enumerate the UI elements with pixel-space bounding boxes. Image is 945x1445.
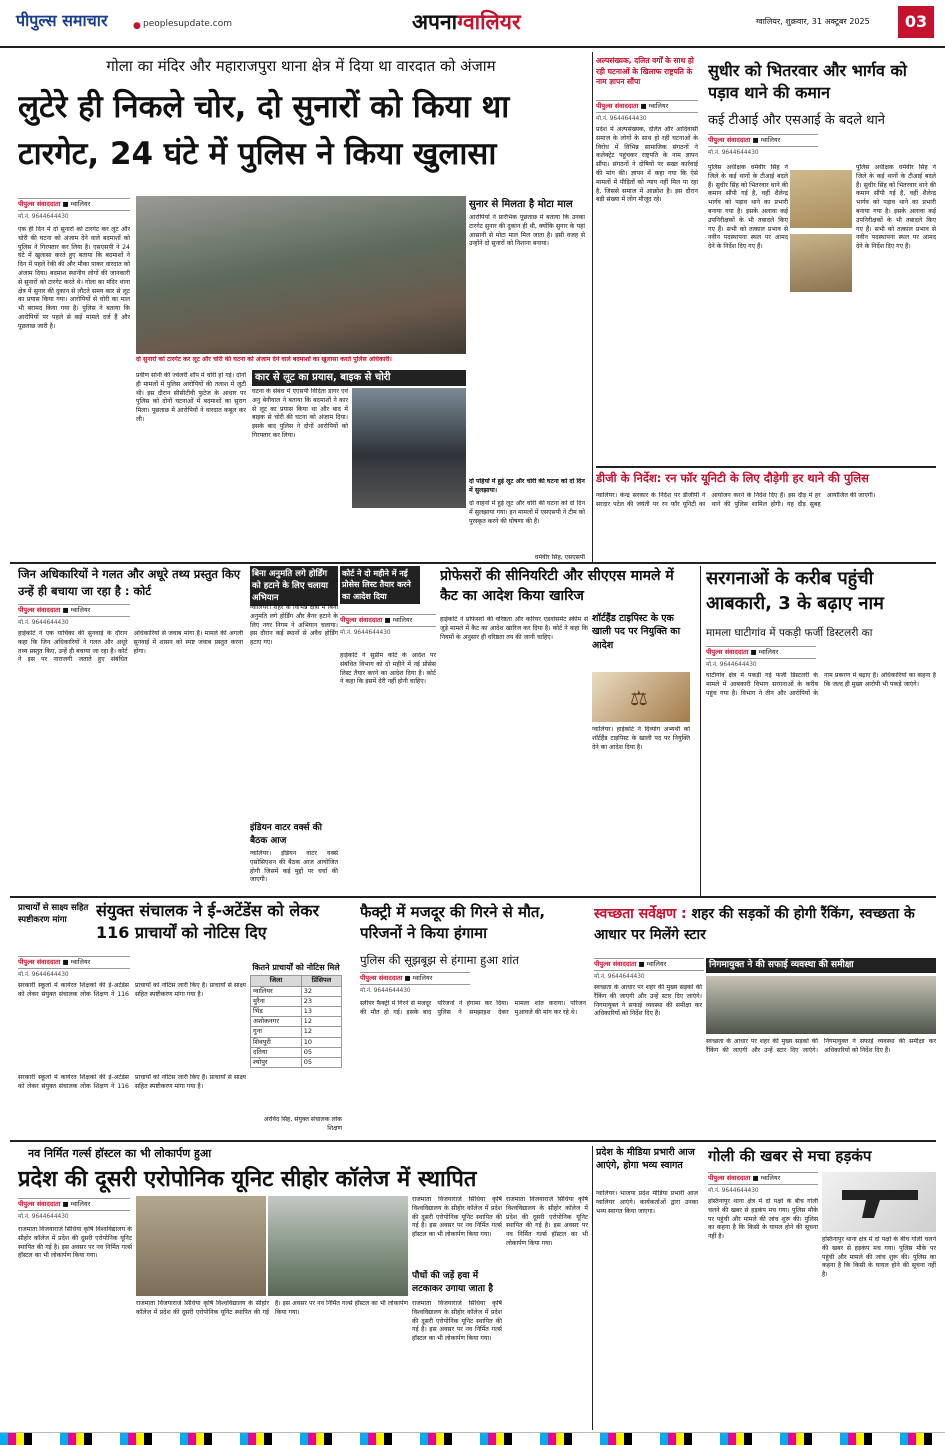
c1-kicker: प्राचार्यों से साक्ष्य सहित स्पष्टीकरण मांगा (18, 903, 89, 926)
byline-city: ग्वालियर (758, 648, 779, 656)
lead-kicker: गोला का मंदिर और महाराजपुरा थाना क्षेत्र में दिया था वारदात को अंजाम (106, 57, 496, 75)
lead-text-col2: प्रवीण सोनी की ज्वेलरी शॉप में चोरी हो गई। दोनों ही मामलों में पुलिस आरोपियों की तलाश में जुटी थी। इस दौरान सीसीटीवी फुटेज के आधार पर पुलिस को दोनों घटनाओं में बदमाशों का सुराग मिला। पूछताछ में आरोपियों ने वारदात कबूल कर ली। (136, 372, 246, 423)
c1-text-b: सरकारी स्कूलों में कार्यरत शिक्षकों की ई-अटेंडेंस को लेकर संयुक्त संचालक लोक शिक्षण ने 116 प्राचार्यों को नोटिस जारी किए हैं। प्राचार्यों से साक्ष्य सहित स्पष्टीकरण मांगा गया है। (18, 1074, 246, 1090)
lead-photo-caption: दो सुनारों को टारगेट कर लूट और चोरी की घटना को अंजाम देने वाले बदमाशों का खुलासा करते पुलिस अधिकारी। (136, 356, 392, 363)
gavel-photo (592, 672, 690, 722)
lead-byline: पीपुल्स संवाददाता ■ ग्वालियर मो.नं. 9644644430 (18, 198, 130, 221)
byline-city: ग्वालियर (70, 958, 91, 966)
byline-mobile: मो.नं. 9644644430 (708, 1188, 759, 1195)
b5-deck: मामला घाटीगांव में पकड़ी फर्जी डिस्टलरी का (706, 627, 873, 639)
c3-text-b: स्वच्छता के आधार पर शहर की मुख्य सड़कों की रैंकिंग की जाएगी और उन्हें स्टार दिए जाएंगे। निगमायुक्त ने सफाई व्यवस्था की समीक्षा कर अधिकारियों को निर्देश दिए हैं। (706, 1038, 936, 1054)
byline-mobile: मो.नं. 9644644430 (18, 972, 69, 979)
byline-name: पीपुल्स संवाददाता (706, 648, 749, 656)
c1-table-wrap (250, 962, 342, 1068)
byline-mobile: मो.नं. 9644644430 (18, 620, 69, 627)
d2-text: ग्वालियर। भाजपा प्रदेश मीडिया प्रभारी आज ग्वालियर आएंगे। कार्यकर्ताओं द्वारा उनका भव्य स्वागत किया जाएगा। (596, 1190, 698, 1215)
c1-headline: संयुक्त संचालक ने ई-अटेंडेंस को लेकर 116 प्राचार्यों को नोटिस दिए (96, 901, 320, 943)
byline-city: ग्वालियर (70, 606, 91, 614)
divider-row-3 (10, 1140, 936, 1142)
cell-district: ग्वालियर (251, 986, 302, 996)
d3-text: हस्तिनापुर थाना क्षेत्र में दो पक्षों के बीच गोली चलने की खबर से हड़कंप मच गया। पुलिस मौके पर पहुंची और मामले की जांच शुरू की। पुलिस का कहना है कि किसी के घायल होने की सूचना नहीं है। (708, 1198, 818, 1241)
cell-count: 10 (301, 1037, 341, 1047)
divider-row-2 (10, 896, 936, 898)
byline-city: ग्वालियर (70, 1200, 91, 1208)
d1-text-b: राजमाता विजयाराजे सिंधिया कृषि विश्वविद्यालय के सीहोर कॉलेज में प्रदेश की दूसरी एरोपोनिक यूनिट स्थापित की गई है। इस अवसर पर नव निर्मित गर्ल्स हॉस्टल का भी लोकार्पण किया गया। (136, 1300, 408, 1316)
cell-district: अशोकनगर (251, 1017, 302, 1027)
table-row (251, 1017, 342, 1027)
byline-city: ग्वालियर (412, 974, 433, 982)
section-title-b: ग्वालियर (457, 10, 521, 34)
d1-byline: पीपुल्स संवाददाता ■ ग्वालियर मो.नं. 9644644430 (18, 1198, 130, 1221)
sub-head-gold: सुनार से मिलता है मोटा माल (469, 198, 585, 212)
lead-text-col1: एक ही दिन में दो सुनारों को टारगेट कर लूट और चोरी की घटना को अंजाम देने वाले बदमाशों को पुलिस ने गिरफ्तार कर लिया है। एसएसपी ने 24 घंटे में खुलासा करते हुए बताया कि बदमाशों ने दिन में पहले रेकी की और मौका पाकर वारदात को अंजाम दिया। बदमाश स्थानीय लोगों की जानकारी से सुनारों को टारगेट करते थे। गोला का मंदिर थाना क्षेत्र में सुनार की दुकान से लौटते समय कार से लूट का प्रयास किया गया। आरोपियों से चोरी का माल भी बरामद किया गया है। पुलिस ने बताया कि आरोपियों पर पहले से कई मामले दर्ज हैं और पूछताछ जारी है। (18, 226, 130, 330)
cell-count: 05 (301, 1058, 341, 1068)
b2-headline: बिना अनुमति लगे होर्डिंग को हटाने के लिए चलाया अभियान (250, 566, 338, 606)
d3-headline: गोली की खबर से मचा हड़कंप (708, 1147, 872, 1165)
d1-text-c: राजमाता विजयाराजे सिंधिया कृषि विश्वविद्यालय के सीहोर कॉलेज में प्रदेश की दूसरी एरोपोनिक यूनिट स्थापित की गई है। इस अवसर पर नव निर्मित गर्ल्स हॉस्टल का भी लोकार्पण किया गया। (412, 1196, 502, 1239)
byline-mobile: मो.नं. 9644644430 (360, 988, 411, 995)
b3-headline: कोर्ट ने दो महीने में नई प्रोसेस लिस्ट तैयार करने का आदेश दिया (340, 566, 420, 604)
byline-name: पीपुल्स संवाददाता (360, 974, 403, 982)
byline-mobile: मो.नं. 9644644430 (706, 662, 757, 669)
r2-headline: सुधीर को भितरवार और भार्गव को पड़ाव थाने की कमान (708, 61, 907, 102)
gavel-icon: ⚖ (630, 685, 648, 710)
d1-text: राजमाता विजयाराजे सिंधिया कृषि विश्वविद्यालय के सीहोर कॉलेज में प्रदेश की दूसरी एरोपोनिक यूनिट स्थापित की गई है। इस अवसर पर नव निर्मित गर्ल्स हॉस्टल का भी लोकार्पण किया गया। (18, 1226, 132, 1260)
table-head-district: जिला (251, 976, 302, 986)
table-row (251, 986, 342, 996)
b3-byline: पीपुल्स संवाददाता ■ ग्वालियर मो.नं. 9644644430 (340, 614, 436, 637)
cell-district: भिंड (251, 1007, 302, 1017)
c3-text: स्वच्छता के आधार पर शहर की मुख्य सड़कों की रैंकिंग की जाएगी और उन्हें स्टार दिए जाएंगे। निगमायुक्त ने सफाई व्यवस्था की समीक्षा कर अधिकारियों को निर्देश दिए हैं। (594, 984, 702, 1018)
c3-sub: निगमायुक्त ने की सफाई व्यवस्था की समीक्षा (706, 958, 936, 973)
r2-deck: कई टीआई और एसआई के बदले थाने (708, 113, 886, 128)
b5-text: घाटीगांव क्षेत्र में पकड़ी गई फर्जी डिस्टलरी के मामले में आबकारी विभाग सरगनाओं के करीब पहुंच गया है। विभाग ने तीन और आरोपियों के नाम प्रकरण में बढ़ाए हैं। अधिकारियों का कहना है कि जल्द ही मुख्य आरोपी भी पकड़े जाएंगे। (706, 672, 936, 697)
divider-col-3 (592, 1146, 593, 1430)
b1-byline: पीपुल्स संवाददाता ■ ग्वालियर मो.नं. 9644644430 (18, 604, 130, 627)
c3-photo (706, 976, 936, 1034)
cell-district: गुना (251, 1027, 302, 1037)
d3-byline: पीपुल्स संवाददाता ■ ग्वालियर मो.नं. 9644644430 (708, 1172, 818, 1195)
c3-headline: शहर की सड़कों की होगी रैंकिंग, स्वच्छता के आधार पर मिलेंगे स्टार (594, 906, 915, 943)
byline-city: ग्वालियर (646, 960, 667, 968)
c1-table (250, 975, 342, 1068)
d1-photo-2 (268, 1196, 408, 1296)
c3-headline-wrap (594, 904, 936, 946)
d3-text-b: हस्तिनापुर थाना क्षेत्र में दो पक्षों के बीच गोली चलने की खबर से हड़कंप मच गया। पुलिस मौके पर पहुंची और मामले की जांच शुरू की। पुलिस का कहना है कि किसी के घायल होने की सूचना नहीं है। (822, 1236, 936, 1279)
pistol-icon (822, 1172, 936, 1232)
website[interactable]: peoplesupdate.com (143, 19, 232, 29)
table-row (251, 996, 342, 1006)
divider-row (10, 562, 936, 564)
table-row (251, 1007, 342, 1017)
byline-name: पीपुल्स संवाददाता (594, 960, 637, 968)
c2-deck: पुलिस की सूझबूझ से हंगामा हुआ शांत (360, 953, 519, 967)
c3-tag: स्वच्छता सर्वेक्षण : (594, 906, 687, 922)
r2-text-b: पुलिस अधीक्षक धर्मवीर सिंह ने जिले के कई थानों के टीआई बदले हैं। सुधीर सिंह को भितरवार थाने की कमान सौंपी गई है, वहीं शैलेन्द्र भार्गव को पड़ाव थाने का प्रभारी बनाया गया है। इसके अलावा कई उपनिरीक्षकों के भी तबादले किए गए हैं। सभी को तत्काल प्रभाव से नवीन पदस्थापना स्थल पर आमद देने के निर्देश दिए गए हैं। (856, 164, 936, 251)
table-row (251, 1037, 342, 1047)
divider-col (592, 52, 593, 562)
table-head-principal: प्रिंसिपल (301, 976, 341, 986)
dateline: ग्वालियर, शुक्रवार, 31 अक्टूबर 2025 (756, 17, 870, 26)
cell-count: 13 (301, 1007, 341, 1017)
car-caption: दो पहियों में हुई लूट और चोरी की घटना को दो दिन में सुलझाया। (469, 478, 585, 494)
cell-count: 12 (301, 1027, 341, 1037)
byline-name: पीपुल्स संवाददाता (596, 102, 639, 110)
byline-mobile: मो.नं. 9644644430 (594, 974, 645, 981)
d3-photo (822, 1172, 936, 1232)
globe-icon: ● (133, 21, 141, 31)
r1-byline: पीपुल्स संवाददाता ■ ग्वालियर मो.नं. 9644644430 (596, 100, 698, 123)
d1-text-e: राजमाता विजयाराजे सिंधिया कृषि विश्वविद्यालय के सीहोर कॉलेज में प्रदेश की दूसरी एरोपोनिक यूनिट स्थापित की गई है। इस अवसर पर नव निर्मित गर्ल्स हॉस्टल का भी लोकार्पण किया गया। (506, 1196, 588, 1247)
byline-mobile: मो.नं. 9644644430 (18, 214, 69, 221)
r1-kicker: अल्पसंख्यक, दलित वर्गों के साथ हो रही घटनाओं के खिलाफ राष्ट्रपति के नाम ज्ञापन सौंपा (596, 56, 694, 87)
logo: पीपुल्स समाचार (16, 11, 108, 30)
car-photo (352, 388, 466, 508)
byline-mobile: मो.नं. 9644644430 (340, 630, 391, 637)
lead-text-col5: दो वाहनों में हुई लूट और चोरी की घटना को दो दिन में सुलझाया गया। इन मामलों में एसएसपी ने टीम को पुरस्कृत करने की घोषणा की है। (469, 500, 585, 525)
d1-text-d: राजमाता विजयाराजे सिंधिया कृषि विश्वविद्यालय के सीहोर कॉलेज में प्रदेश की दूसरी एरोपोनिक यूनिट स्थापित की गई है। इस अवसर पर नव निर्मित गर्ल्स हॉस्टल का भी लोकार्पण किया गया। (412, 1300, 502, 1343)
b1-text: हाईकोर्ट ने एक याचिका की सुनवाई के दौरान कहा कि जिन अधिकारियों ने गलत और अधूरे तथ्य प्रस्तुत किए, उन्हें ही बचाया जा रहा है। कोर्ट ने इस पर नाराजगी जताते हुए संबंधित अधिकारियों से जवाब मांगा है। मामले की अगली सुनवाई में शासन को स्पष्ट जवाब प्रस्तुत करना होगा। (18, 630, 243, 664)
c2-headline: फैक्ट्री में मजदूर की गिरने से मौत, परिजनों ने किया हंगामा (360, 903, 546, 942)
lead-headline: लुटेरे ही निकले चोर, दो सुनारों को किया था टारगेट, 24 घंटे में पुलिस ने किया खुलासा (18, 89, 510, 172)
c3-byline: पीपुल्स संवाददाता ■ ग्वालियर मो.नं. 9644644430 (594, 958, 704, 981)
byline-mobile: मो.नं. 9644644430 (596, 116, 647, 123)
c1-text: सरकारी स्कूलों में कार्यरत शिक्षकों की ई-अटेंडेंस को लेकर संयुक्त संचालक लोक शिक्षण ने 116 प्राचार्यों को नोटिस जारी किए हैं। प्राचार्यों से साक्ष्य सहित स्पष्टीकरण मांगा गया है। (18, 982, 246, 998)
d1-sub: पौधों की जड़ें हवा में लटकाकर उगाया जाता है (412, 1271, 494, 1294)
table-row (251, 1047, 342, 1057)
byline-name: पीपुल्स संवाददाता (18, 958, 61, 966)
r2-photo-officer-2 (790, 234, 852, 292)
byline-city: ग्वालियर (760, 1174, 781, 1182)
d1-headline: प्रदेश की दूसरी एरोपोनिक यूनिट सीहोर कॉलेज में स्थापित (18, 1167, 477, 1192)
d1-photo-1 (136, 1196, 266, 1296)
b2-text: ग्वालियर। शहर के विभिन्न क्षेत्रों में बिना अनुमति लगे होर्डिंग और बैनर हटाने के लिए नगर निगम ने अभियान चलाया। इस दौरान कई स्थानों से अवैध होर्डिंग हटाए गए। (250, 604, 338, 647)
byline-city: ग्वालियर (70, 200, 91, 208)
cell-count: 23 (301, 996, 341, 1006)
r3-headline: डीजी के निर्देश: रन फॉर यूनिटी के लिए दौड़ेगी हर थाने की पुलिस (596, 466, 936, 486)
byline-name: पीपुल्स संवाददाता (708, 1174, 751, 1182)
b4-sub-text: ग्वालियर। हाईकोर्ट ने दिव्यांग अभ्यर्थी को शॉर्टहैंड टाइपिस्ट के खाली पद पर नियुक्ति देने का आदेश दिया है। (592, 726, 690, 751)
color-strip (0, 1432, 945, 1445)
cell-district: श्योपुर (251, 1058, 302, 1068)
cell-count: 12 (301, 1017, 341, 1027)
c1-table-title: कितने प्राचार्यों को नोटिस मिले (252, 963, 340, 972)
lead-signoff: धर्मवीर सिंह, एसएसपी (534, 554, 585, 561)
r2-byline: पीपुल्स संवाददाता ■ ग्वालियर मो.नं. 9644644430 (708, 134, 818, 157)
byline-city: ग्वालियर (760, 136, 781, 144)
b2-sub-text: ग्वालियर। इंडियन वाटर वर्क्स एसोसिएशन की बैठक आज आयोजित होगी जिसमें कई मुद्दों पर चर्चा की जाएगी। (250, 850, 338, 884)
b4-sub-headline: शॉर्टहैंड टाइपिस्ट के एक खाली पद पर नियुक्ति का आदेश (592, 613, 681, 651)
c2-text: स्लीपर फैक्ट्री में गिरने से मजदूर की मौत हो गई। इसके बाद परिजनों ने हंगामा कर दिया। पुलिस ने समझाइश देकर मामला शांत कराया। परिजन मुआवजे की मांग कर रहे थे। (360, 1000, 586, 1016)
byline-name: पीपुल्स संवाददाता (708, 136, 751, 144)
sub-head-car: कार से लूट का प्रयास, बाइक से चोरी (252, 370, 466, 386)
byline-mobile: मो.नं. 9644644430 (18, 1214, 69, 1221)
r2-text: पुलिस अधीक्षक धर्मवीर सिंह ने जिले के कई थानों के टीआई बदले हैं। सुधीर सिंह को भितरवार थाने की कमान सौंपी गई है, वहीं शैलेन्द्र भार्गव को पड़ाव थाने का प्रभारी बनाया गया है। इसके अलावा कई उपनिरीक्षकों के भी तबादले किए गए हैं। सभी को तत्काल प्रभाव से नवीन पदस्थापना स्थल पर आमद देने के निर्देश दिए गए हैं। (708, 164, 788, 251)
r2-photo-officer (790, 170, 852, 228)
b4-text: हाईकोर्ट ने प्रोफेसरों की वरिष्ठता और करियर एडवांसमेंट स्कीम से जुड़े मामले में कैट का आदेश खारिज कर दिया है। कोर्ट ने कहा कि नियमों के अनुसार ही वरिष्ठता तय की जानी चाहिए। (440, 616, 588, 641)
r1-text: प्रदेश में अल्पसंख्यक, दलित और आदिवासी समाज के लोगों के साथ हो रही घटनाओं के विरोध में विभिन्न सामाजिक संगठनों ने कलेक्ट्रेट पहुंचकर राष्ट्रपति के नाम ज्ञापन सौंपा। संगठनों ने दोषियों पर सख्त कार्रवाई की मांग की। ज्ञापन में कहा गया कि ऐसे मामलों में पीड़ितों को न्याय नहीं मिल पा रहा है, जिससे समाज में आक्रोश है। इस दौरान बड़ी संख्या में लोग मौजूद रहे। (596, 126, 698, 204)
b1-headline: जिन अधिकारियों ने गलत और अधूरे तथ्य प्रस्तुत किए उन्हें ही बचाया जा रहा है : कोर्ट (18, 567, 241, 598)
cell-count: 32 (301, 986, 341, 996)
c2-byline: पीपुल्स संवाददाता ■ ग्वालियर मो.नं. 9644644430 (360, 972, 470, 995)
page-number: 03 (898, 6, 934, 38)
b5-headline: सरगनाओं के करीब पहुंची आबकारी, 3 के बढ़ाए नाम (706, 568, 884, 615)
c1-byline: पीपुल्स संवाददाता ■ ग्वालियर मो.नं. 9644644430 (18, 956, 130, 979)
divider-col-2 (700, 566, 701, 896)
section-title-a: अपना (412, 10, 458, 34)
lead-photo (136, 196, 466, 354)
byline-name: पीपुल्स संवाददाता (18, 1200, 61, 1208)
cell-count: 05 (301, 1047, 341, 1057)
byline-mobile: मो.नं. 9644644430 (708, 150, 759, 157)
d2-headline: प्रदेश के मीडिया प्रभारी आज आएंगे, होगा भव्य स्वागत (596, 1147, 695, 1172)
b4-headline: प्रोफेसरों की सीनियरिटी और सीएएस मामले में कैट का आदेश किया खारिज (440, 568, 674, 605)
cell-district: दतिया (251, 1047, 302, 1057)
byline-name: पीपुल्स संवाददाता (340, 616, 383, 624)
table-row (251, 1027, 342, 1037)
cell-district: शिवपुरी (251, 1037, 302, 1047)
d1-kicker: नव निर्मित गर्ल्स हॉस्टल का भी लोकार्पण हुआ (28, 1147, 212, 1160)
byline-name: पीपुल्स संवाददाता (18, 200, 61, 208)
lead-text-col3: आरोपियों ने प्रारंभिक पूछताछ में बताया कि उनका टारगेट सुनार की दुकान ही थी, क्योंकि सुनार के यहां आसानी से मोटा माल मिल जाता है। इसी वजह से उन्होंने दो सुनारों को निशाना बनाया। (469, 214, 585, 248)
byline-name: पीपुल्स संवाददाता (18, 606, 61, 614)
byline-city: ग्वालियर (648, 102, 669, 110)
b5-byline: पीपुल्स संवाददाता ■ ग्वालियर मो.नं. 9644644430 (706, 646, 816, 669)
lead-text-col4: घटना के संबंध में एएसपी विदिता डागर एवं अनु बेनीवाल ने बताया कि बदमाशों ने कार से लूट का प्रयास किया था और बाद में बाइक से चोरी की घटना को अंजाम दिया। इसके बाद पुलिस ने दोनों आरोपियों को गिरफ्तार कर लिया। (252, 388, 348, 439)
table-row (251, 1058, 342, 1068)
b3-text: हाईकोर्ट ने सुप्रीम कोर्ट के आदेश पर संबंधित विभाग को दो महीने में नई प्रोसेस लिस्ट तैयार करने का आदेश दिया है। कोर्ट ने कहा कि इसमें देरी नहीं होनी चाहिए। (340, 652, 436, 686)
c1-signoff: अरविंद सिंह, संयुक्त संचालक लोक शिक्षण (263, 1116, 342, 1132)
cell-district: मुरैना (251, 996, 302, 1006)
masthead (0, 0, 945, 48)
b2-sub: इंडियन वाटर वर्क्स की बैठक आज (250, 823, 322, 846)
r3-text: ग्वालियर। केन्द्र सरकार के निर्देश पर डीजीपी ने सरदार पटेल की जयंती पर रन फॉर यूनिटी का आयोजन करने के निर्देश दिए हैं। इस दौड़ में हर थाने की पुलिस शामिल होगी। यह दौड़ सुबह आयोजित की जाएगी। (596, 492, 876, 508)
byline-city: ग्वालियर (392, 616, 413, 624)
section-title (412, 8, 521, 38)
